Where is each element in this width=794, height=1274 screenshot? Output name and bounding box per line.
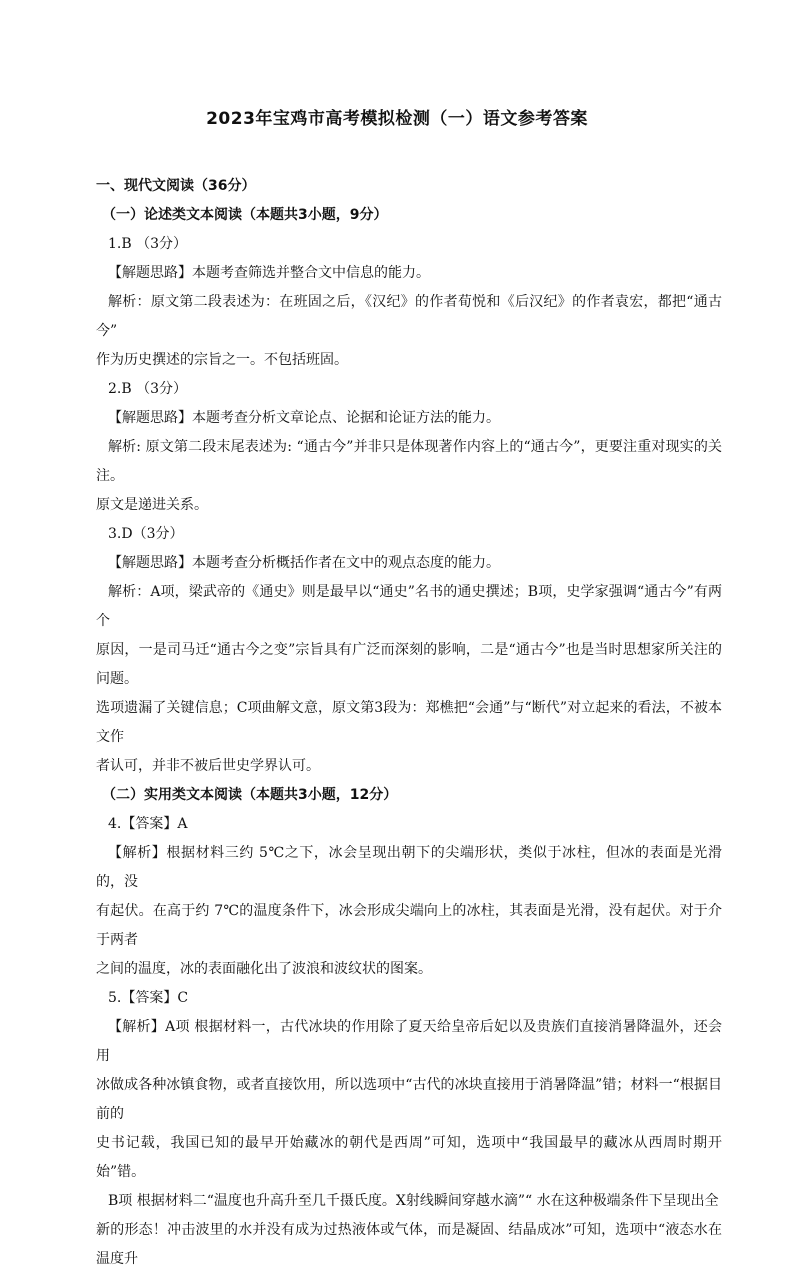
q5-analysis-line: 史书记载，我国已知的最早开始藏冰的朝代是西周”可知，选项中“我国最早的藏冰从西周时期开始”错。 bbox=[96, 1135, 722, 1180]
q1-analysis-line: 解析：原文第二段表述为：在班固之后，《汉纪》的作者荀悦和《后汉纪》的作者袁宏，都把“通古今” bbox=[96, 294, 722, 339]
q4-answer: 4.【答案】A bbox=[108, 816, 188, 832]
q3-analysis-line: 解析：A项，梁武帝的《通史》则是最早以“通史”名书的通史撰述；B项，史学家强调“通古今”有两个 bbox=[96, 584, 722, 629]
q5-answer: 5.【答案】C bbox=[108, 990, 189, 1006]
q5-analysis-line: 冰做成各种冰镇食物，或者直接饮用，所以选项中“古代的冰块直接用于消暑降温”错；材料一“根据目前的 bbox=[96, 1077, 722, 1122]
q4-analysis-line: 有起伏。在高于约 7℃的温度条件下，冰会形成尖端向上的冰柱，其表面是光滑，没有起伏。对于介于两者 bbox=[96, 903, 722, 948]
document-body bbox=[96, 172, 722, 1274]
q3-analysis-line: 者认可，并非不被后世史学界认可。 bbox=[96, 758, 320, 774]
q3-analysis-line: 原因，一是司马迁“通古今之变”宗旨具有广泛而深刻的影响，二是“通古今”也是当时思想家所关注的问题。 bbox=[96, 642, 722, 687]
section-heading: 一、现代文阅读（36分） bbox=[96, 178, 256, 194]
q3-analysis-line: 选项遗漏了关键信息；C项曲解文意，原文第3段为：郑樵把“会通”与“断代”对立起来的看法，不被本文作 bbox=[96, 700, 722, 745]
q3-idea: 【解题思路】本题考查分析概括作者在文中的观点态度的能力。 bbox=[108, 555, 500, 571]
q4-analysis-line: 【解析】根据材料三约 5℃之下，冰会呈现出朝下的尖端形状，类似于冰柱，但冰的表面是光滑的，没 bbox=[96, 845, 722, 890]
q2-analysis-line: 原文是递进关系。 bbox=[96, 497, 208, 513]
q2-idea: 【解题思路】本题考查分析文章论点、论据和论证方法的能力。 bbox=[108, 410, 500, 426]
q5-analysis-line: B项 根据材料二“温度也升高升至几千摄氏度。X射线瞬间穿越水滴”“ 水在这种极端条件下呈现出全 bbox=[108, 1193, 719, 1209]
q5-analysis-line: 【解析】A项 根据材料一，古代冰块的作用除了夏天给皇帝后妃以及贵族们直接消暑降温外，还会用 bbox=[96, 1019, 722, 1064]
subsection-heading: （二）实用类文本阅读（本题共3小题，12分） bbox=[102, 787, 398, 803]
subsection-heading: （一）论述类文本阅读（本题共3小题，9分） bbox=[102, 207, 388, 223]
q2-analysis-line: 解析: 原文第二段末尾表述为: “通古今”并非只是体现著作内容上的“通古今”，更要注重对现实的关注。 bbox=[96, 439, 722, 484]
q1-idea: 【解题思路】本题考查筛选并整合文中信息的能力。 bbox=[108, 265, 430, 281]
document-title: 2023年宝鸡市高考模拟检测（一）语文参考答案 bbox=[206, 109, 588, 129]
q1-answer: 1.B （3分） bbox=[108, 236, 188, 252]
q3-answer: 3.D（3分） bbox=[108, 526, 184, 542]
q5-analysis-line: 新的形态！冲击波里的水并没有成为过热液体或气体，而是凝固、结晶成冰”可知，选项中“液态水在温度升 bbox=[96, 1222, 722, 1267]
q1-analysis-line: 作为历史撰述的宗旨之一。不包括班固。 bbox=[96, 352, 348, 368]
q2-answer: 2.B （3分） bbox=[108, 381, 188, 397]
q4-analysis-line: 之间的温度，冰的表面融化出了波浪和波纹状的图案。 bbox=[96, 961, 432, 977]
